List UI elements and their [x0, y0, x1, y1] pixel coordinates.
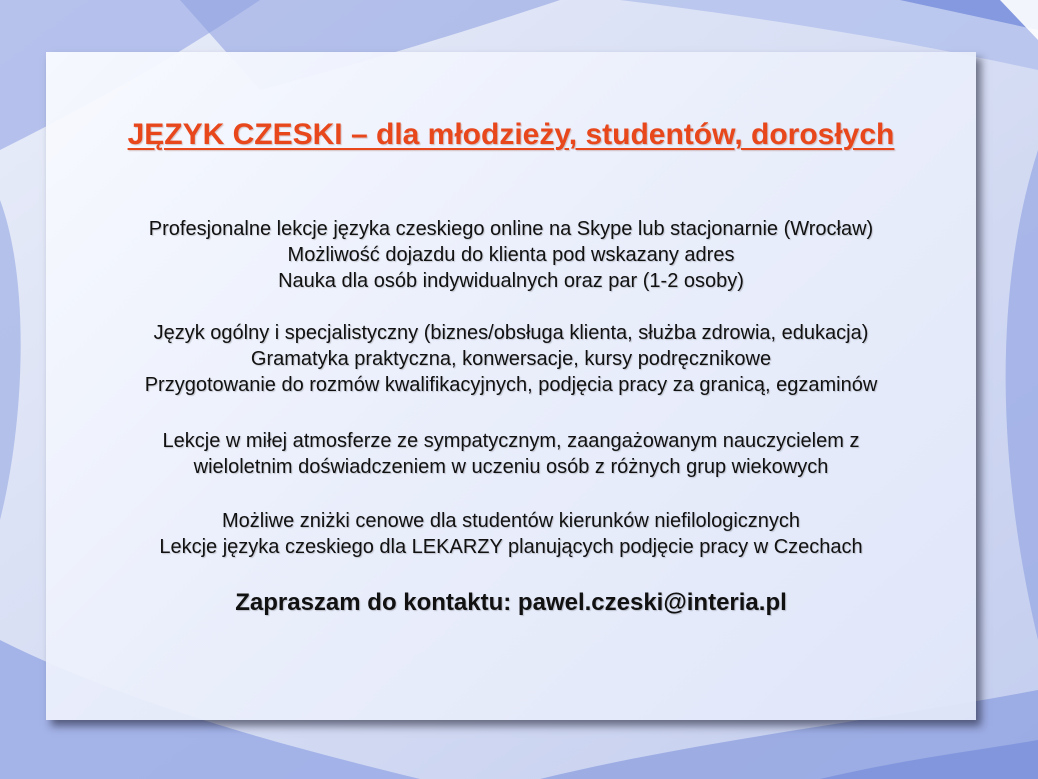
paragraph-line: Możliwe zniżki cenowe dla studentów kierunków niefilologicznych — [221, 510, 801, 532]
paragraph-line: Nauka dla osób indywidualnych oraz par (1-2 osoby) — [278, 270, 744, 292]
paragraph-line: Lekcje w miłej atmosferze ze sympatycznym, zaangażowanym nauczycielem z — [162, 430, 860, 452]
page-title: JĘZYK CZESKI – dla młodzieży, studentów, dorosłych — [127, 118, 895, 151]
paragraph-line: wieloletnim doświadczeniem w uczeniu osób z różnych grup wiekowych — [193, 456, 829, 478]
paragraph-line: Możliwość dojazdu do klienta pod wskazany adres — [287, 244, 735, 266]
content-card — [46, 52, 976, 720]
card-content — [46, 52, 976, 720]
contact-line: Zapraszam do kontaktu: pawel.czeski@interia.pl — [235, 589, 787, 616]
paragraph-line: Język ogólny i specjalistyczny (biznes/obsługa klienta, służba zdrowia, edukacja) — [153, 322, 869, 344]
paragraph-discounts — [46, 508, 976, 560]
paragraph-line: Gramatyka praktyczna, konwersacje, kursy podręcznikowe — [250, 348, 772, 370]
paragraph-lessons — [46, 216, 976, 294]
paragraph-atmosphere — [46, 428, 976, 480]
paragraph-line: Przygotowanie do rozmów kwalifikacyjnych, podjęcia pracy za granicą, egzaminów — [144, 374, 878, 396]
paragraph-scope — [46, 320, 976, 398]
paragraph-line: Lekcje języka czeskiego dla LEKARZY planujących podjęcie pracy w Czechach — [159, 536, 863, 558]
paragraph-line: Profesjonalne lekcje języka czeskiego online na Skype lub stacjonarnie (Wrocław) — [148, 218, 874, 240]
